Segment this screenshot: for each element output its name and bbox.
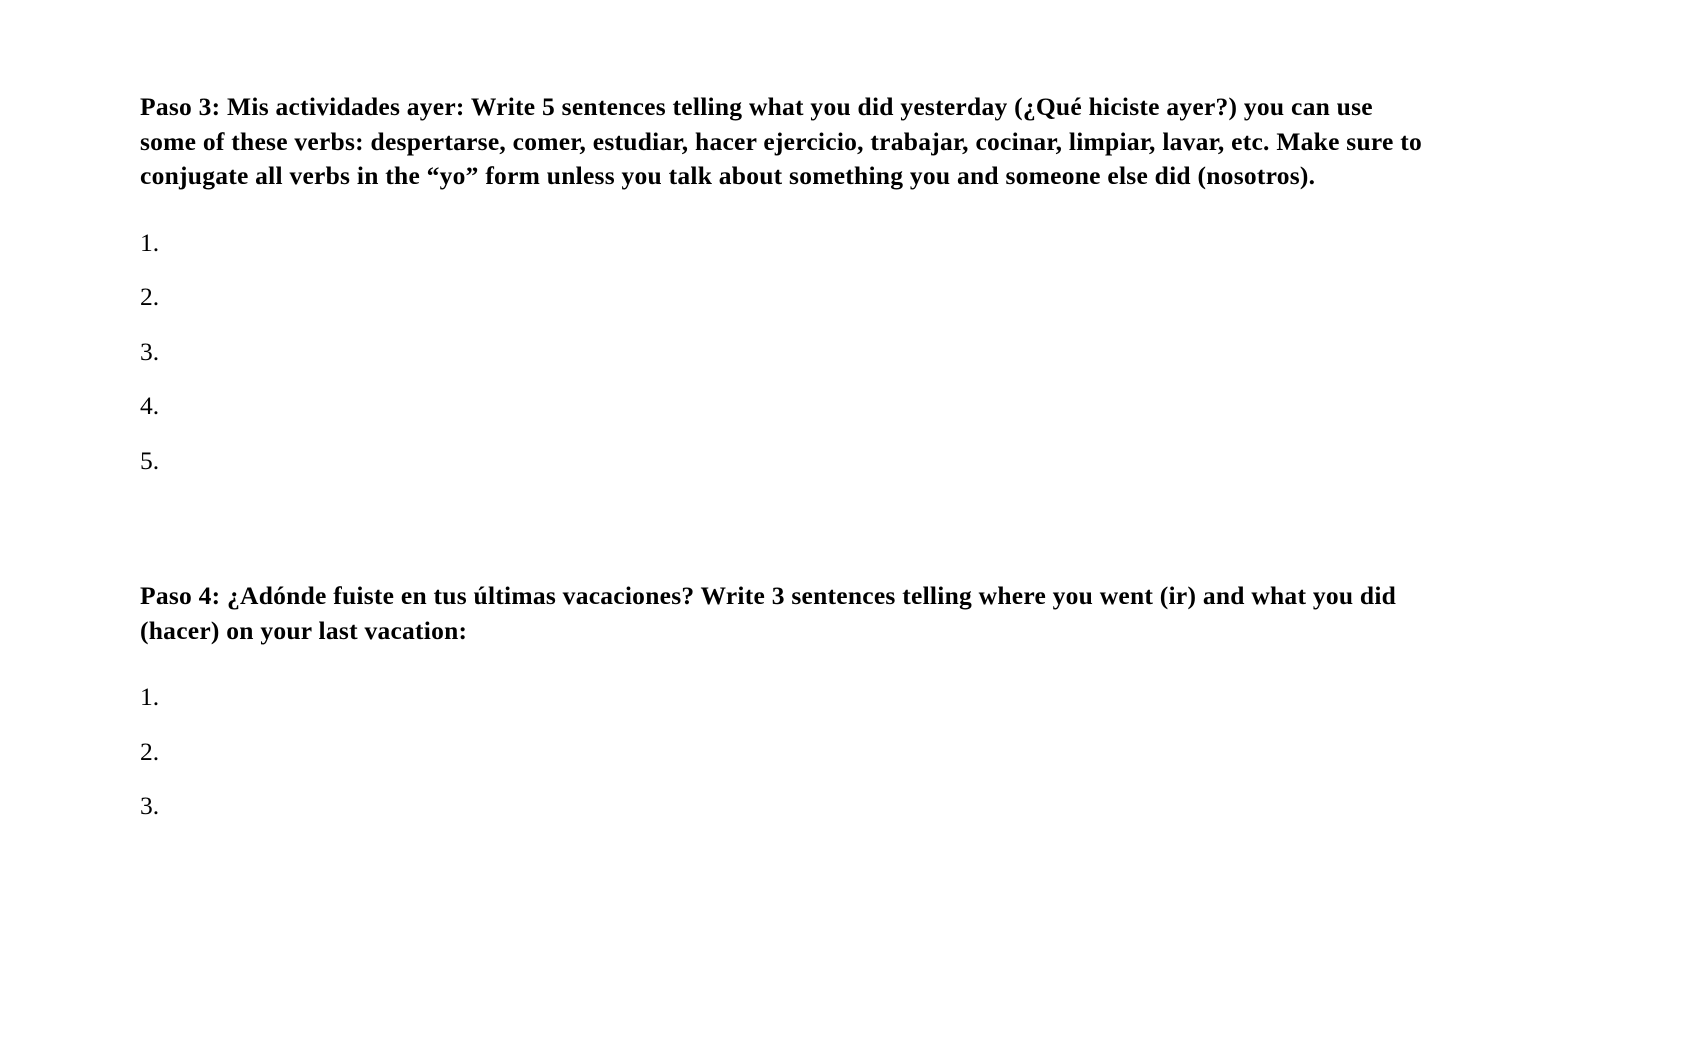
list-item[interactable]: 2. bbox=[140, 282, 160, 312]
paso-3-answer-list bbox=[140, 227, 1430, 475]
spacer bbox=[140, 194, 1430, 230]
paso-4-heading: Paso 4: ¿Adónde fuiste en tus últimas vacaciones? Write 3 sentences telling where you went (ir) and what you did (hacer) on your last vacation: bbox=[140, 581, 1397, 645]
section-gap bbox=[140, 473, 1430, 579]
spacer bbox=[140, 648, 1430, 684]
list-item[interactable]: 1. bbox=[140, 682, 160, 712]
document-body bbox=[140, 90, 1430, 819]
paso-4-answer-list bbox=[140, 684, 1430, 819]
list-item[interactable]: 1. bbox=[140, 227, 160, 257]
spacer bbox=[140, 710, 1430, 739]
paso-3-heading: Paso 3: Mis actividades ayer: Write 5 sentences telling what you did yesterday (¿Qué hiciste ayer?) you can use some of these verbs: despertarse, comer, estudiar, hacer ejercicio, trabajar, cocinar, limpiar, lavar, etc. Make sure to conjugate all verbs in the “yo” form unless you talk about something you and someone else did (nosotros). bbox=[140, 92, 1422, 191]
list-item[interactable]: 2. bbox=[140, 736, 160, 766]
list-item[interactable]: 3. bbox=[140, 336, 160, 366]
list-item[interactable]: 3. bbox=[140, 791, 160, 821]
spacer bbox=[140, 764, 1430, 793]
spacer bbox=[140, 364, 1430, 393]
spacer bbox=[140, 419, 1430, 448]
spacer bbox=[140, 310, 1430, 339]
list-item[interactable]: 4. bbox=[140, 391, 160, 421]
spacer bbox=[140, 255, 1430, 284]
list-item[interactable]: 5. bbox=[140, 445, 160, 475]
